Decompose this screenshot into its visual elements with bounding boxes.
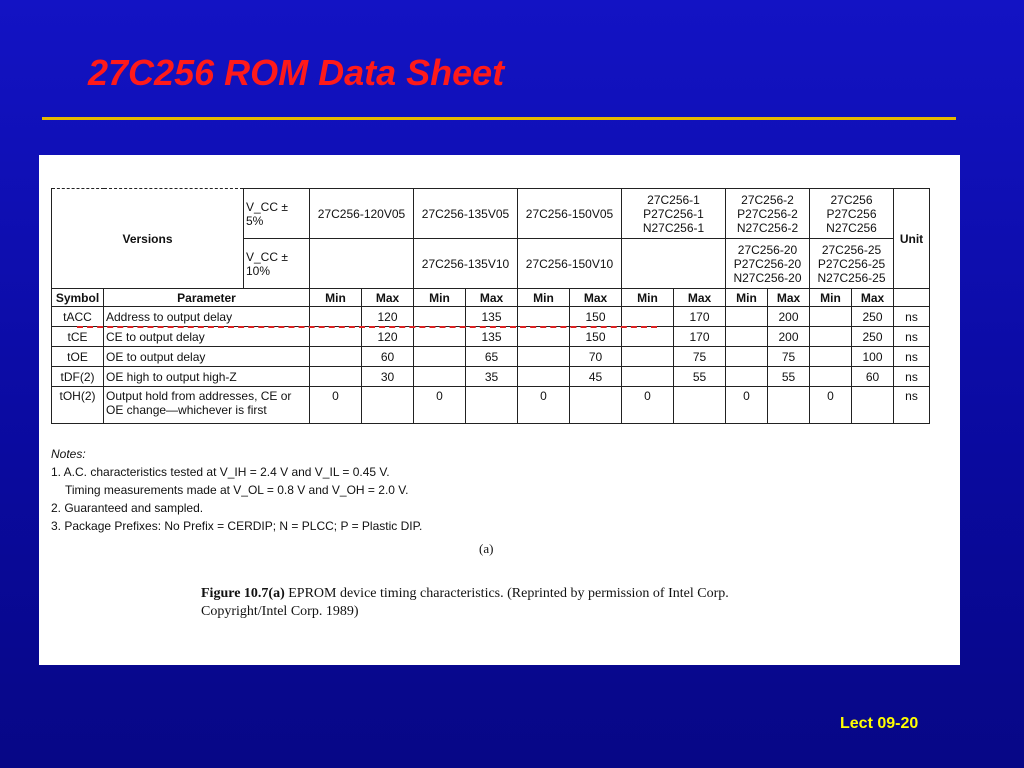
- version-row-vcc5: [52, 189, 930, 239]
- vcc5-part: 27C256 P27C256 N27C256: [810, 189, 894, 239]
- note-line: 1. A.C. characteristics tested at V_IH = 2.4 V and V_IL = 0.45 V.: [51, 465, 390, 479]
- value-cell: 65: [466, 347, 518, 367]
- value-cell: [414, 367, 466, 387]
- parameter-cell: CE to output delay: [104, 327, 310, 347]
- value-cell: [852, 387, 894, 424]
- column-header-row: [52, 289, 930, 307]
- value-cell: [726, 347, 768, 367]
- symbol-cell: tDF(2): [52, 367, 104, 387]
- unit-blank: [894, 289, 930, 307]
- figure-caption-text: EPROM device timing characteristics. (Reprinted by permission of Intel Corp. Copyright/Intel Corp. 1989): [201, 586, 729, 619]
- vcc5-part: 27C256-135V05: [414, 189, 518, 239]
- symbol-header: Symbol: [52, 289, 104, 307]
- value-cell: [726, 327, 768, 347]
- value-cell: [518, 367, 570, 387]
- value-cell: [414, 347, 466, 367]
- value-cell: 170: [674, 307, 726, 327]
- min-header: Min: [518, 289, 570, 307]
- figure-caption-label: Figure 10.7(a): [201, 586, 285, 601]
- unit-cell: ns: [894, 347, 930, 367]
- value-cell: [810, 307, 852, 327]
- parameter-cell: OE to output delay: [104, 347, 310, 367]
- subfigure-label: (a): [479, 541, 494, 556]
- value-cell: 135: [466, 327, 518, 347]
- value-cell: [810, 367, 852, 387]
- vcc10-part: [310, 239, 414, 289]
- table-row: [52, 307, 930, 327]
- value-cell: 170: [674, 327, 726, 347]
- figure-caption: [201, 585, 801, 621]
- title-rule: [42, 117, 956, 120]
- unit-cell: ns: [894, 387, 930, 424]
- table-row: [52, 387, 930, 424]
- value-cell: [622, 347, 674, 367]
- value-cell: [310, 307, 362, 327]
- symbol-cell: tACC: [52, 307, 104, 327]
- slide-number: Lect 09-20: [840, 715, 919, 732]
- data-rows: [52, 307, 930, 424]
- value-cell: 0: [310, 387, 362, 424]
- highlight-dash-line: [77, 326, 657, 328]
- vcc10-part: 27C256-20 P27C256-20 N27C256-20: [726, 239, 810, 289]
- value-cell: [310, 327, 362, 347]
- max-header: Max: [674, 289, 726, 307]
- value-cell: 200: [768, 327, 810, 347]
- symbol-cell: tCE: [52, 327, 104, 347]
- vcc5-label: V_CC ± 5%: [244, 189, 310, 239]
- value-cell: [414, 327, 466, 347]
- value-cell: 150: [570, 327, 622, 347]
- value-cell: 135: [466, 307, 518, 327]
- value-cell: [362, 387, 414, 424]
- notes-block: [51, 445, 422, 535]
- value-cell: 0: [726, 387, 768, 424]
- value-cell: 55: [768, 367, 810, 387]
- value-cell: 0: [810, 387, 852, 424]
- parameter-header: Parameter: [104, 289, 310, 307]
- value-cell: [810, 347, 852, 367]
- value-cell: [674, 387, 726, 424]
- value-cell: [310, 367, 362, 387]
- vcc5-part: 27C256-2 P27C256-2 N27C256-2: [726, 189, 810, 239]
- value-cell: [726, 307, 768, 327]
- value-cell: [518, 307, 570, 327]
- slide-title: 27C256 ROM Data Sheet: [88, 52, 505, 93]
- value-cell: 30: [362, 367, 414, 387]
- vcc10-part: 27C256-25 P27C256-25 N27C256-25: [810, 239, 894, 289]
- value-cell: [810, 327, 852, 347]
- value-cell: 250: [852, 307, 894, 327]
- timing-table: [51, 188, 930, 424]
- value-cell: [414, 307, 466, 327]
- max-header: Max: [466, 289, 518, 307]
- value-cell: [518, 347, 570, 367]
- symbol-cell: tOH(2): [52, 387, 104, 424]
- vcc10-part: [622, 239, 726, 289]
- parameter-cell: Address to output delay: [104, 307, 310, 327]
- table-row: [52, 347, 930, 367]
- value-cell: 0: [414, 387, 466, 424]
- parameter-cell: Output hold from addresses, CE or OE change—whichever is first: [104, 387, 310, 424]
- value-cell: 60: [852, 367, 894, 387]
- value-cell: 250: [852, 327, 894, 347]
- min-header: Min: [810, 289, 852, 307]
- value-cell: [622, 367, 674, 387]
- note-line: 3. Package Prefixes: No Prefix = CERDIP; N = PLCC; P = Plastic DIP.: [51, 519, 423, 533]
- value-cell: 75: [768, 347, 810, 367]
- symbol-cell: tOE: [52, 347, 104, 367]
- versions-label: Versions: [52, 189, 244, 289]
- value-cell: 120: [362, 327, 414, 347]
- value-cell: 100: [852, 347, 894, 367]
- value-cell: 120: [362, 307, 414, 327]
- parameter-cell: OE high to output high-Z: [104, 367, 310, 387]
- value-cell: [518, 327, 570, 347]
- value-cell: [726, 367, 768, 387]
- table-row: [52, 327, 930, 347]
- unit-cell: ns: [894, 327, 930, 347]
- value-cell: 0: [622, 387, 674, 424]
- vcc10-part: 27C256-150V10: [518, 239, 622, 289]
- max-header: Max: [852, 289, 894, 307]
- value-cell: 150: [570, 307, 622, 327]
- value-cell: [622, 307, 674, 327]
- max-header: Max: [362, 289, 414, 307]
- value-cell: 0: [518, 387, 570, 424]
- min-header: Min: [726, 289, 768, 307]
- datasheet-figure: [39, 155, 960, 665]
- vcc5-part: 27C256-150V05: [518, 189, 622, 239]
- max-header: Max: [570, 289, 622, 307]
- vcc5-part: 27C256-1 P27C256-1 N27C256-1: [622, 189, 726, 239]
- value-cell: [310, 347, 362, 367]
- table-row: [52, 367, 930, 387]
- unit-cell: ns: [894, 307, 930, 327]
- vcc10-part: 27C256-135V10: [414, 239, 518, 289]
- note-line: Timing measurements made at V_OL = 0.8 V and V_OH = 2.0 V.: [65, 483, 409, 497]
- value-cell: [622, 327, 674, 347]
- notes-heading: Notes:: [51, 447, 86, 461]
- unit-header: Unit: [894, 189, 930, 289]
- vcc10-label: V_CC ± 10%: [244, 239, 310, 289]
- min-header: Min: [414, 289, 466, 307]
- value-cell: [466, 387, 518, 424]
- value-cell: 75: [674, 347, 726, 367]
- value-cell: 55: [674, 367, 726, 387]
- value-cell: [570, 387, 622, 424]
- note-line: 2. Guaranteed and sampled.: [51, 501, 204, 515]
- value-cell: 45: [570, 367, 622, 387]
- max-header: Max: [768, 289, 810, 307]
- min-header: Min: [622, 289, 674, 307]
- value-cell: 35: [466, 367, 518, 387]
- value-cell: [768, 387, 810, 424]
- min-header: Min: [310, 289, 362, 307]
- unit-cell: ns: [894, 367, 930, 387]
- value-cell: 60: [362, 347, 414, 367]
- vcc5-part: 27C256-120V05: [310, 189, 414, 239]
- value-cell: 200: [768, 307, 810, 327]
- value-cell: 70: [570, 347, 622, 367]
